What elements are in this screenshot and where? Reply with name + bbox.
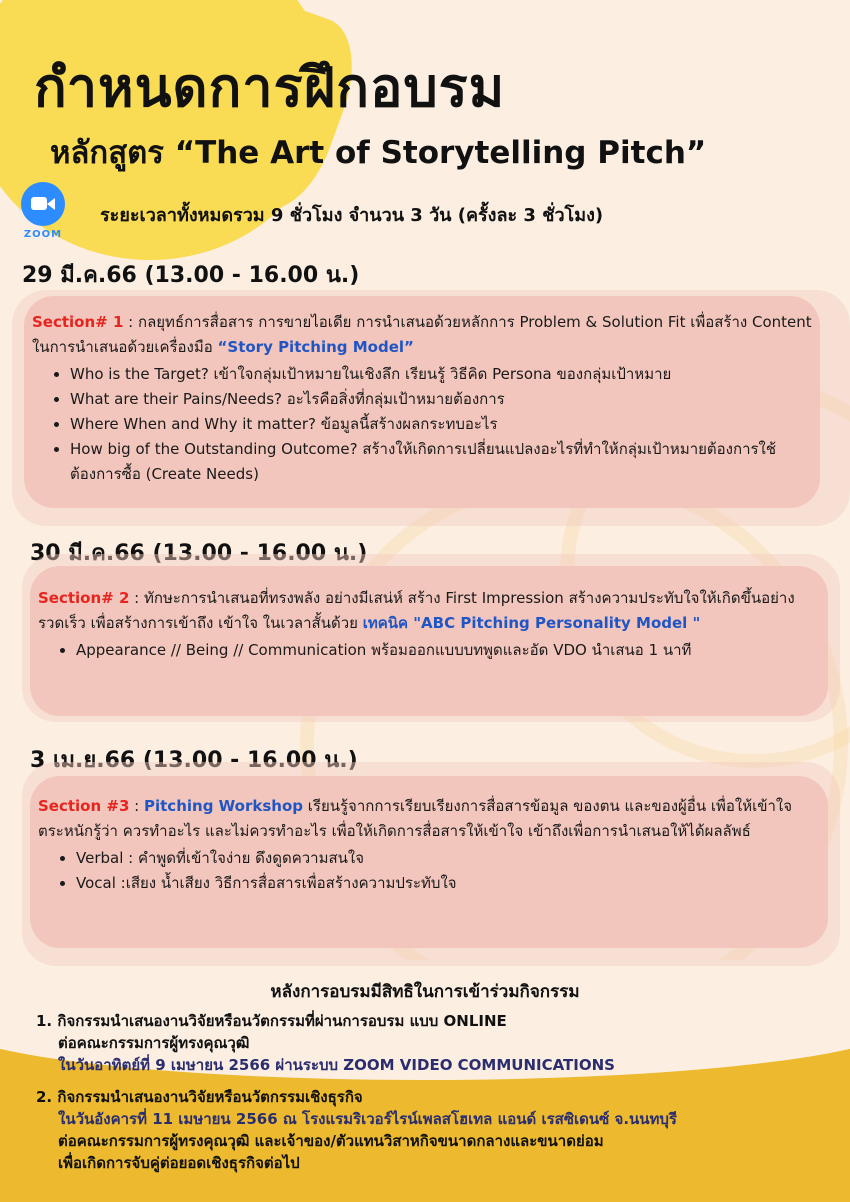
section-2-text: : ทักษะการนำเสนอที่ทรงพลัง อย่างมีเสน่ห์ สร้าง First Impression สร้างความประทับใจให้เกิดขึ้นอย่างรวดเร็ว เพื่อสร้างการเข้าถึง เข้าใจ ในเวลาสั้นด้วย: [38, 589, 795, 632]
list-item: • Who is the Target? เข้าใจกลุ่มเป้าหมายในเชิงลึก เรียนรู้ วิธีคิด Persona ของกลุ่มเป้าหมาย: [70, 362, 812, 387]
list-item: • Appearance // Being // Communication พร้อมออกแบบบทพูดและอัด VDO นำเสนอ 1 นาที: [76, 638, 820, 663]
activity-1-date: ในวันอาทิตย์ที่ 9 เมษายน 2566 ผ่านระบบ ZOOM VIDEO COMMUNICATIONS: [58, 1056, 615, 1074]
section-2-description: [38, 586, 820, 636]
activity-2-committee: ต่อคณะกรรมการผู้ทรงคุณวุฒิ และเจ้าของ/ตัวแทนวิสาหกิจขนาดกลางและขนาดย่อม: [58, 1132, 604, 1150]
page-title: กำหนดการฝึกอบรม: [34, 56, 506, 119]
course-subtitle: หลักสูตร “The Art of Storytelling Pitch”: [50, 135, 707, 171]
section-2-bullets: [38, 638, 820, 663]
section-3-text: :: [129, 797, 144, 815]
day-2-card: [30, 566, 828, 716]
after-training-title: หลังการอบรมมีสิทธิในการเข้าร่วมกิจกรรม: [270, 982, 580, 1002]
section-1-label: Section# 1: [32, 313, 124, 331]
zoom-label: ZOOM: [23, 229, 63, 240]
activity-1: [36, 1010, 615, 1076]
section-1-description: [32, 310, 812, 360]
section-3-text-2: เรียนรู้จากการเรียบเรียงการสื่อสารข้อมูล ของตน และของผู้อื่น เพื่อให้เข้าใจ ตระหนักรู้ว่า ควรทำอะไร และไม่ควรทำอะไร เพื่อให้เกิดการสื่อสารให้เข้าใจ เข้าถึงเพื่อการนำเสนอให้ได้ผลลัพธ์: [38, 797, 792, 840]
duration-text: ระยะเวลาทั้งหมดรวม 9 ชั่วโมง จำนวน 3 วัน (ครั้งละ 3 ชั่วโมง): [100, 205, 604, 226]
day-1-date: 29 มี.ค.66 (13.00 - 16.00 น.): [22, 263, 360, 288]
section-2-label: Section# 2: [38, 589, 130, 607]
day-1-card: [24, 296, 820, 508]
section-3-highlight: Pitching Workshop: [144, 797, 303, 815]
activity-2: [36, 1086, 677, 1174]
list-item: • How big of the Outstanding Outcome? สร้างให้เกิดการเปลี่ยนแปลงอะไรที่ทำให้กลุ่มเป้าหมายต้องการใช้ ต้องการซื้อ (Create Needs): [70, 437, 812, 487]
section-2-highlight: เทคนิค "ABC Pitching Personality Model ": [362, 614, 701, 632]
zoom-camera-icon: [21, 182, 65, 226]
day-2-date: 30 มี.ค.66 (13.00 - 16.00 น.): [30, 541, 368, 566]
activity-1-committee: ต่อคณะกรรมการผู้ทรงคุณวุฒิ: [58, 1034, 250, 1052]
section-3-bullets: [38, 846, 820, 896]
activity-2-title: 2. กิจกรรมนำเสนองานวิจัยหรือนวัตกรรมเชิงธุรกิจ: [36, 1088, 363, 1106]
section-3-label: Section #3: [38, 797, 130, 815]
section-1-highlight: “Story Pitching Model”: [217, 338, 414, 356]
activity-2-purpose: เพื่อเกิดการจับคู่ต่อยอดเชิงธุรกิจต่อไป: [58, 1154, 300, 1172]
activity-1-title: 1. กิจกรรมนำเสนองานวิจัยหรือนวัตกรรมที่ผ่านการอบรม แบบ ONLINE: [36, 1012, 507, 1030]
list-item: • Verbal : คำพูดที่เข้าใจง่าย ดึงดูดความสนใจ: [76, 846, 820, 871]
activity-2-venue: ในวันอังคารที่ 11 เมษายน 2566 ณ โรงแรมริเวอร์ไรน์เพลสโฮเทล แอนด์ เรสซิเดนซ์ จ.นนทบุรี: [58, 1110, 677, 1128]
day-3-date: 3 เม.ย.66 (13.00 - 16.00 น.): [30, 748, 358, 773]
day-3-card: [30, 776, 828, 948]
list-item: • What are their Pains/Needs? อะไรคือสิ่งที่กลุ่มเป้าหมายต้องการ: [70, 387, 812, 412]
section-3-description: [38, 794, 820, 844]
section-1-text: : กลยุทธ์การสื่อสาร การขายไอเดีย การนำเสนอด้วยหลักการ Problem & Solution Fit เพื่อสร้าง Content ในการนำเสนอด้วยเครื่องมือ: [32, 313, 812, 356]
list-item: • Vocal :เสียง น้ำเสียง วิธีการสื่อสารเพื่อสร้างความประทับใจ: [76, 871, 820, 896]
zoom-logo: [20, 182, 66, 240]
section-1-bullets: [32, 362, 812, 487]
list-item: • Where When and Why it matter? ข้อมูลนี้สร้างผลกระทบอะไร: [70, 412, 812, 437]
